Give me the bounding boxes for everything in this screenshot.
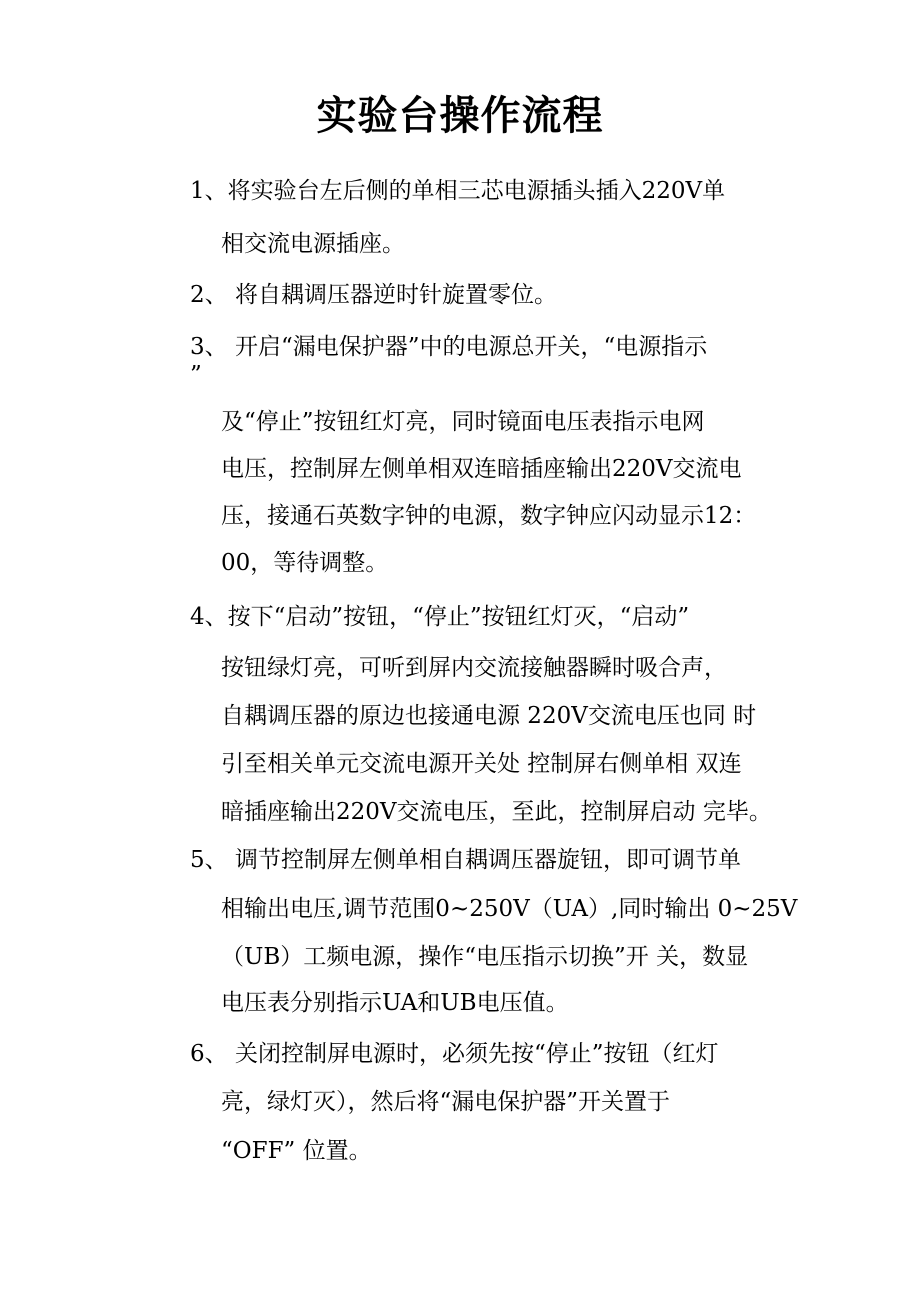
text-line-19: 6、 关闭控制屏电源时，必须先按“停止”按钮（红灯 — [190, 1041, 719, 1067]
text-line-21: “OFF” 位置。 — [221, 1138, 372, 1164]
text-line-18: 电压表分别指示UA和UB电压值。 — [221, 990, 569, 1016]
text-line-8: 压，接通石英数字钟的电源，数字钟应闪动显示12： — [221, 503, 757, 529]
text-line-14: 暗插座输出220V交流电压，至此，控制屏启动 完毕。 — [221, 799, 772, 825]
text-line-4: 3、 开启“漏电保护器”中的电源总开关，“电源指示 — [190, 334, 708, 360]
text-line-5: ” — [190, 362, 202, 388]
text-line-6: 及“停止”按钮红灯亮，同时镜面电压表指示电网 — [221, 409, 705, 435]
text-line-11: 按钮绿灯亮，可听到屏内交流接触器瞬时吸合声， — [221, 655, 727, 681]
page-title: 实验台操作流程 — [316, 93, 604, 139]
text-line-17: （UB）工频电源，操作“电压指示切换”开 关，数显 — [221, 944, 749, 970]
text-line-1: 1、将实验台左后侧的单相三芯电源插头插入220V单 — [190, 178, 726, 204]
text-line-2: 相交流电源插座。 — [221, 231, 405, 257]
text-line-7: 电压，控制屏左侧单相双连暗插座输出220V交流电 — [221, 456, 742, 482]
text-line-3: 2、 将自耦调压器逆时针旋置零位。 — [190, 282, 557, 308]
text-line-9: 00，等待调整。 — [221, 550, 389, 576]
text-line-16: 相输出电压,调节范围0~250V（UA）,同时输出 0~25V — [221, 896, 798, 922]
text-line-20: 亮，绿灯灭），然后将“漏电保护器”开关置于 — [221, 1089, 671, 1115]
text-line-15: 5、 调节控制屏左侧单相自耦调压器旋钮，即可调节单 — [190, 847, 741, 873]
text-line-10: 4、按下“启动”按钮，“停止”按钮红灯灭，“启动” — [190, 604, 690, 630]
text-line-13: 引至相关单元交流电源开关处 控制屏右侧单相 双连 — [221, 751, 742, 777]
text-line-12: 自耦调压器的原边也接通电源 220V交流电压也同 时 — [221, 703, 757, 729]
